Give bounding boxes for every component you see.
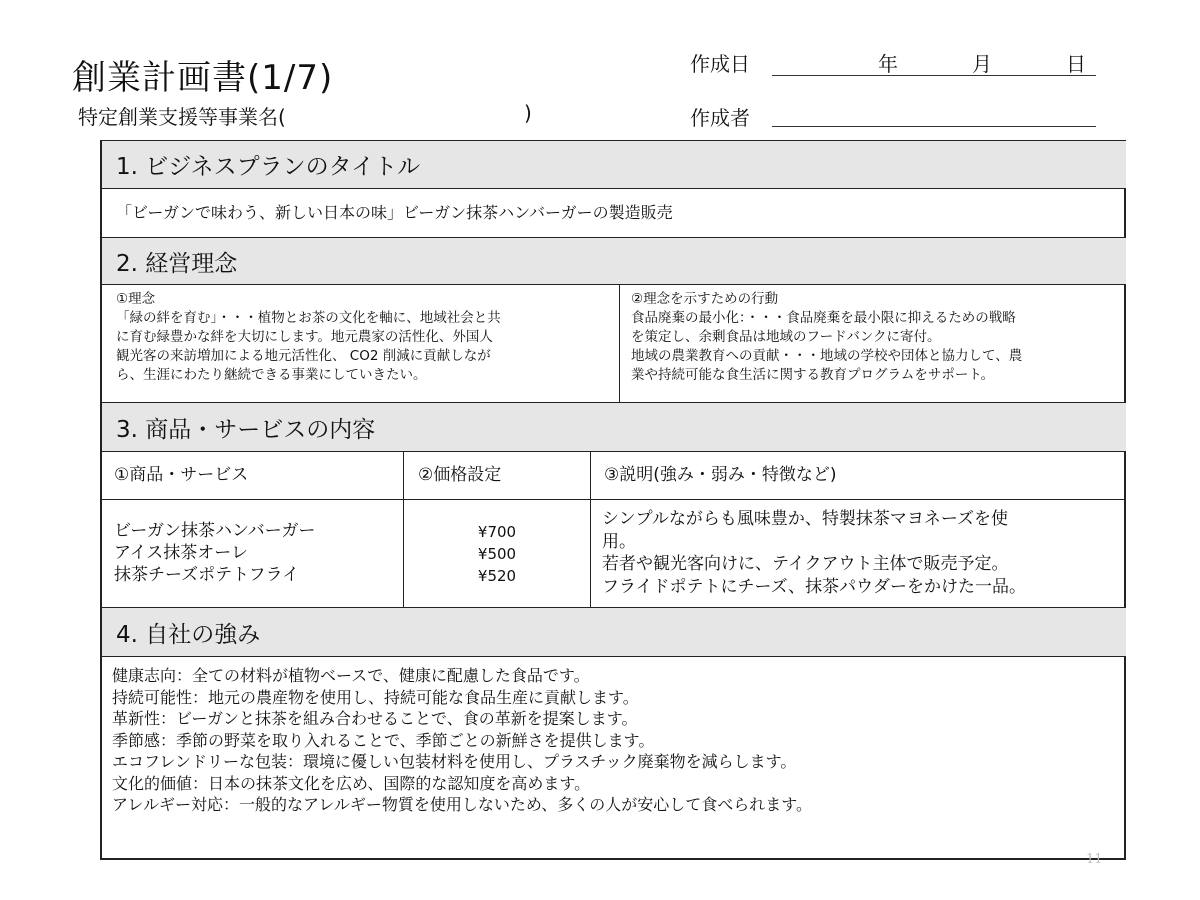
actions-line: を策定し、余剰食品は地域のフードバンクに寄付。 [631,329,941,345]
product-table-header-divider [102,499,1126,500]
section3-heading-text: 3. 商品・サービスの内容 [116,416,376,443]
date-underline [772,75,1096,76]
section2-divider [619,285,620,402]
date-day-unit: 日 [1066,52,1086,76]
philosophy-line: ら、生涯にわたり継続できる事業にしていきたい。 [116,367,427,383]
strength-item: アレルギー対応：一般的なアレルギー物質を使用しないため、多くの人が安心して食べられます。 [112,795,813,814]
philosophy-line: 「緑の絆を育む」・・・植物とお茶の文化を軸に、地域社会と共 [116,310,501,326]
section2-heading-text: 2. 経営理念 [116,250,238,277]
col-header-price: ②価格設定 [418,465,502,485]
description-line: 若者や観光客向けに、テイクアウト主体で販売予定。 [602,554,1009,574]
strengths-list [112,665,812,816]
philosophy-line: に育む緑豊かな絆を大切にします。地元農家の活性化、外国人 [116,329,493,345]
date-year-unit: 年 [878,52,898,76]
actions-line: 食品廃棄の最小化：・・・食品廃棄を最小限に抑えるための戦略 [631,310,1016,326]
product-list [114,520,315,586]
program-name-close: ) [524,101,532,125]
price-item: ¥700 [477,523,517,541]
philosophy-line: 観光客の来訪増加による地元活性化、 CO2 削減に貢献しなが [116,348,491,364]
strength-item: エコフレンドリーな包装：環境に優しい包装材料を使用し、プラスチック廃棄物を減らします。 [112,752,797,771]
page-title: 創業計画書(1/7) [72,58,334,98]
strength-item: 健康志向：全ての材料が植物ベースで、健康に配慮した食品です。 [112,666,590,685]
description-list [602,508,1026,598]
strength-item: 季節感：季節の野菜を取り入れることで、季節ごとの新鮮さを提供します。 [112,730,655,750]
description-line: フライドポテトにチーズ、抹茶パウダーをかけた一品。 [602,576,1026,597]
product-item: アイス抹茶オーレ [114,543,248,563]
strength-item: 持続可能性：地元の農産物を使用し、持続可能な食品生産に貢献します。 [112,687,639,707]
business-plan-title: 「ビーガンで味わう、新しい日本の味」ビーガン抹茶ハンバーガーの製造販売 [116,203,673,222]
date-month-unit: 月 [972,52,992,76]
product-item: ビーガン抹茶ハンバーガー [114,521,316,541]
program-name-label: 特定創業支援等事業名( [78,105,286,129]
price-item: ¥500 [477,545,517,563]
price-list [404,521,590,587]
product-item: 抹茶チーズポテトフライ [114,565,300,585]
description-line: シンプルながらも風味豊か、特製抹茶マヨネーズを使 [602,509,1009,529]
strength-item: 革新性：ビーガンと抹茶を組み合わせることで、食の革新を提案します。 [112,709,638,728]
section4-heading [102,607,1126,657]
philosophy-block [116,290,501,385]
actions-line: 地域の農業教育への貢献・・・地域の学校や団体と協力して、農 [631,348,1023,364]
date-label: 作成日 [690,52,750,76]
section2-heading [102,237,1126,285]
author-underline [772,126,1096,127]
product-col-divider-2 [590,452,591,607]
section1-heading [102,141,1126,189]
page-number: 11 [1086,852,1103,867]
section4-heading-text: 4. 自社の強み [116,621,261,648]
price-item: ¥520 [477,567,517,585]
col-header-product: ①商品・サービス [114,465,249,485]
section3-heading [102,402,1126,452]
author-label: 作成者 [690,106,750,130]
philosophy-title: ①理念 [116,291,156,307]
strength-item: 文化的価値：日本の抹茶文化を広め、国際的な認知度を高めます。 [112,773,591,793]
section1-heading-text: 1. ビジネスプランのタイトル [116,154,421,180]
col-header-description: ③説明(強み・弱み・特徴など) [604,465,837,485]
description-line: 用。 [602,531,636,552]
actions-block [631,290,1022,385]
actions-line: 業や持続可能な食生活に関する教育プログラムをサポート。 [631,367,995,383]
actions-title: ②理念を示すための行動 [631,291,779,307]
